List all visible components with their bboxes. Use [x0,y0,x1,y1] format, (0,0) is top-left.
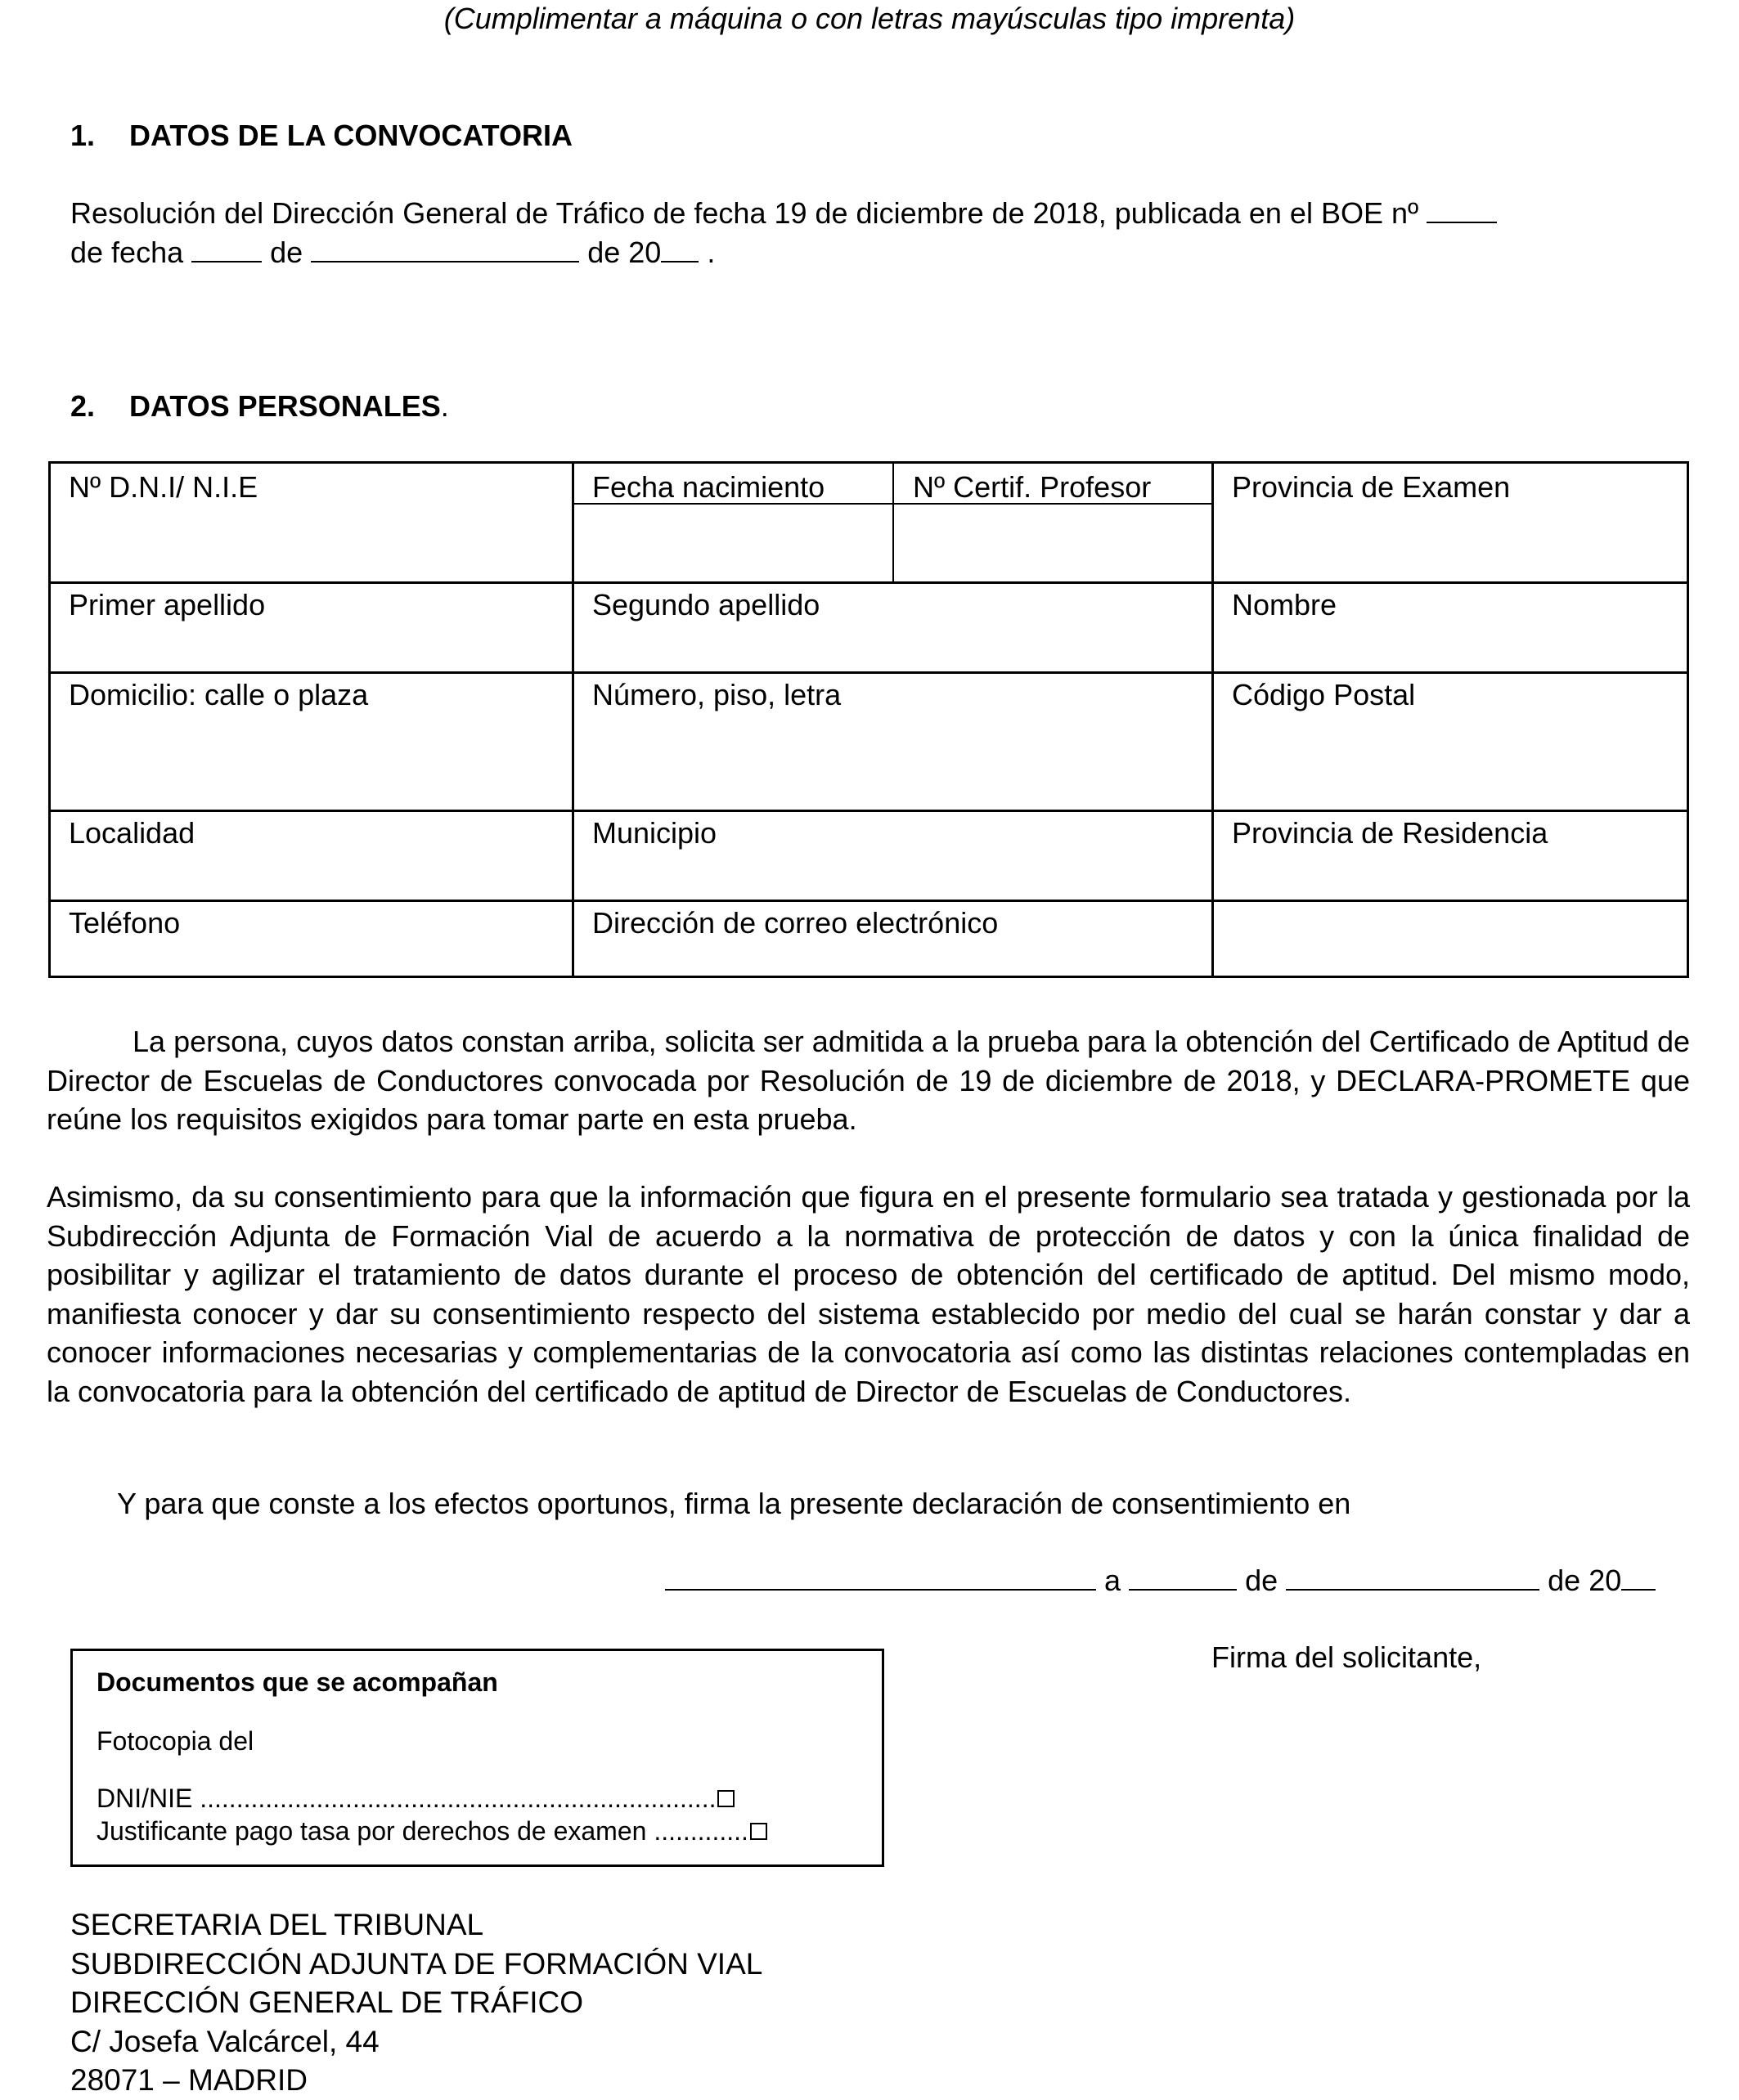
address-line-1: SECRETARIA DEL TRIBUNAL [70,1908,484,1941]
convocatoria-resolution-text: Resolución del Dirección General de Tráfico de fecha 19 de diciembre de 2018, publicada en el BOE nº [70,196,1419,230]
signing-statement: Y para que conste a los efectos oportunos, firma la presente declaración de consentimiento en [117,1487,1351,1520]
dni-document-item [97,1784,735,1814]
tribunal-address [70,1905,762,2100]
day-field[interactable] [1129,1564,1237,1591]
place-date-line [665,1564,1656,1598]
first-name-label: Nombre [1232,588,1337,621]
phone-label: Teléfono [69,906,181,940]
table-divider [51,671,1687,674]
street-address-label: Domicilio: calle o plaza [69,678,369,711]
year-field[interactable] [1621,1564,1656,1591]
section-1-number: 1. [70,119,96,152]
place-field[interactable] [665,1564,1096,1591]
form-instructions: (Cumplimentar a máquina o con letras mayúsculas tipo imprenta) [443,2,1296,35]
dni-document-label: DNI/NIE ....................................................................... [97,1784,717,1813]
year-prefix-label: de 20 [587,236,662,269]
first-surname-label: Primer apellido [69,588,266,621]
boe-number-field[interactable] [1427,197,1497,223]
section-2-title-suffix: . [440,389,449,423]
consent-paragraph: Asimismo, da su consentimiento para que la información que figura en el presente formulario sea tratada y gestionada por la Subdirección Adjunta de Formación Vial de acuerdo a la normativa de protección de datos y con la única finalidad de posibilitar y agilizar el tratamiento de datos durante el proceso de obtención del certificado de aptitud. Del mismo modo, manifiesta conocer y dar su consentimiento respecto del sistema establecido por medio del cual se harán constar y dar a conocer informaciones necesarias y complementarias de la convocatoria así como las distintas relaciones contempladas en la convocatoria para la obtención del certificado de aptitud de Director de Escuelas de Conductores. [47,1180,1690,1408]
address-line-3: DIRECCIÓN GENERAL DE TRÁFICO [70,1986,584,2019]
table-divider [892,464,894,581]
dni-checkbox[interactable] [717,1790,735,1807]
date-year-prefix-label: de 20 [1548,1564,1622,1597]
table-divider [51,581,1687,584]
fecha-label: de fecha [70,236,184,269]
municipality-label: Municipio [592,816,717,850]
address-line-5: 28071 – MADRID [70,2063,308,2097]
month-field[interactable] [1286,1564,1539,1591]
section-2-number: 2. [70,389,96,423]
de-label: de [270,236,303,269]
attached-documents-box [70,1649,884,1867]
postal-code-label: Código Postal [1232,678,1416,711]
personal-data-table [48,461,1689,978]
section-1-heading [70,119,573,153]
attached-documents-title: Documentos que se acompañan [97,1667,498,1697]
address-line-2: SUBDIRECCIÓN ADJUNTA DE FORMACIÓN VIAL [70,1946,763,1981]
table-divider [51,900,1687,902]
section-2-title: DATOS PERSONALES [129,389,441,423]
locality-label: Localidad [69,816,195,850]
second-surname-label: Segundo apellido [592,588,820,621]
residence-province-label: Provincia de Residencia [1232,816,1548,850]
convocatoria-line-2 [70,236,715,270]
fee-document-item [97,1816,767,1846]
date-a-label: a [1104,1564,1121,1597]
fee-document-label: Justificante pago tasa por derechos de examen ............. [97,1816,748,1846]
period-label: . [707,236,716,269]
section-2-heading [70,389,449,424]
boe-day-field[interactable] [191,236,262,262]
teacher-certificate-label: Nº Certif. Profesor [913,470,1152,504]
exam-province-label: Provincia de Examen [1232,470,1511,504]
birth-date-label: Fecha nacimiento [592,470,825,504]
boe-month-field[interactable] [311,236,579,262]
house-number-label: Número, piso, letra [592,678,842,711]
fee-checkbox[interactable] [750,1823,767,1840]
table-divider [51,810,1687,812]
email-label: Dirección de correo electrónico [592,906,999,940]
applicant-signature-label: Firma del solicitante, [1211,1640,1482,1674]
convocatoria-line-1 [70,196,1497,231]
boe-year-field[interactable] [661,236,699,262]
date-de-label: de [1245,1564,1278,1597]
section-1-title: DATOS DE LA CONVOCATORIA [129,119,573,152]
request-paragraph: La persona, cuyos datos constan arriba, solicita ser admitida a la prueba para la obtención del Certificado de Aptitud de Director de Escuelas de Conductores convocada por Resolución de 19 de diciembre de 2018, y DECLARA-PROMETE que reúne los requisitos exigidos para tomar parte en esta prueba. [47,1025,1690,1136]
dni-label: Nº D.N.I/ N.I.E [69,470,258,504]
address-line-4: C/ Josefa Valcárcel, 44 [70,2024,380,2058]
photocopy-label: Fotocopia del [97,1726,254,1756]
